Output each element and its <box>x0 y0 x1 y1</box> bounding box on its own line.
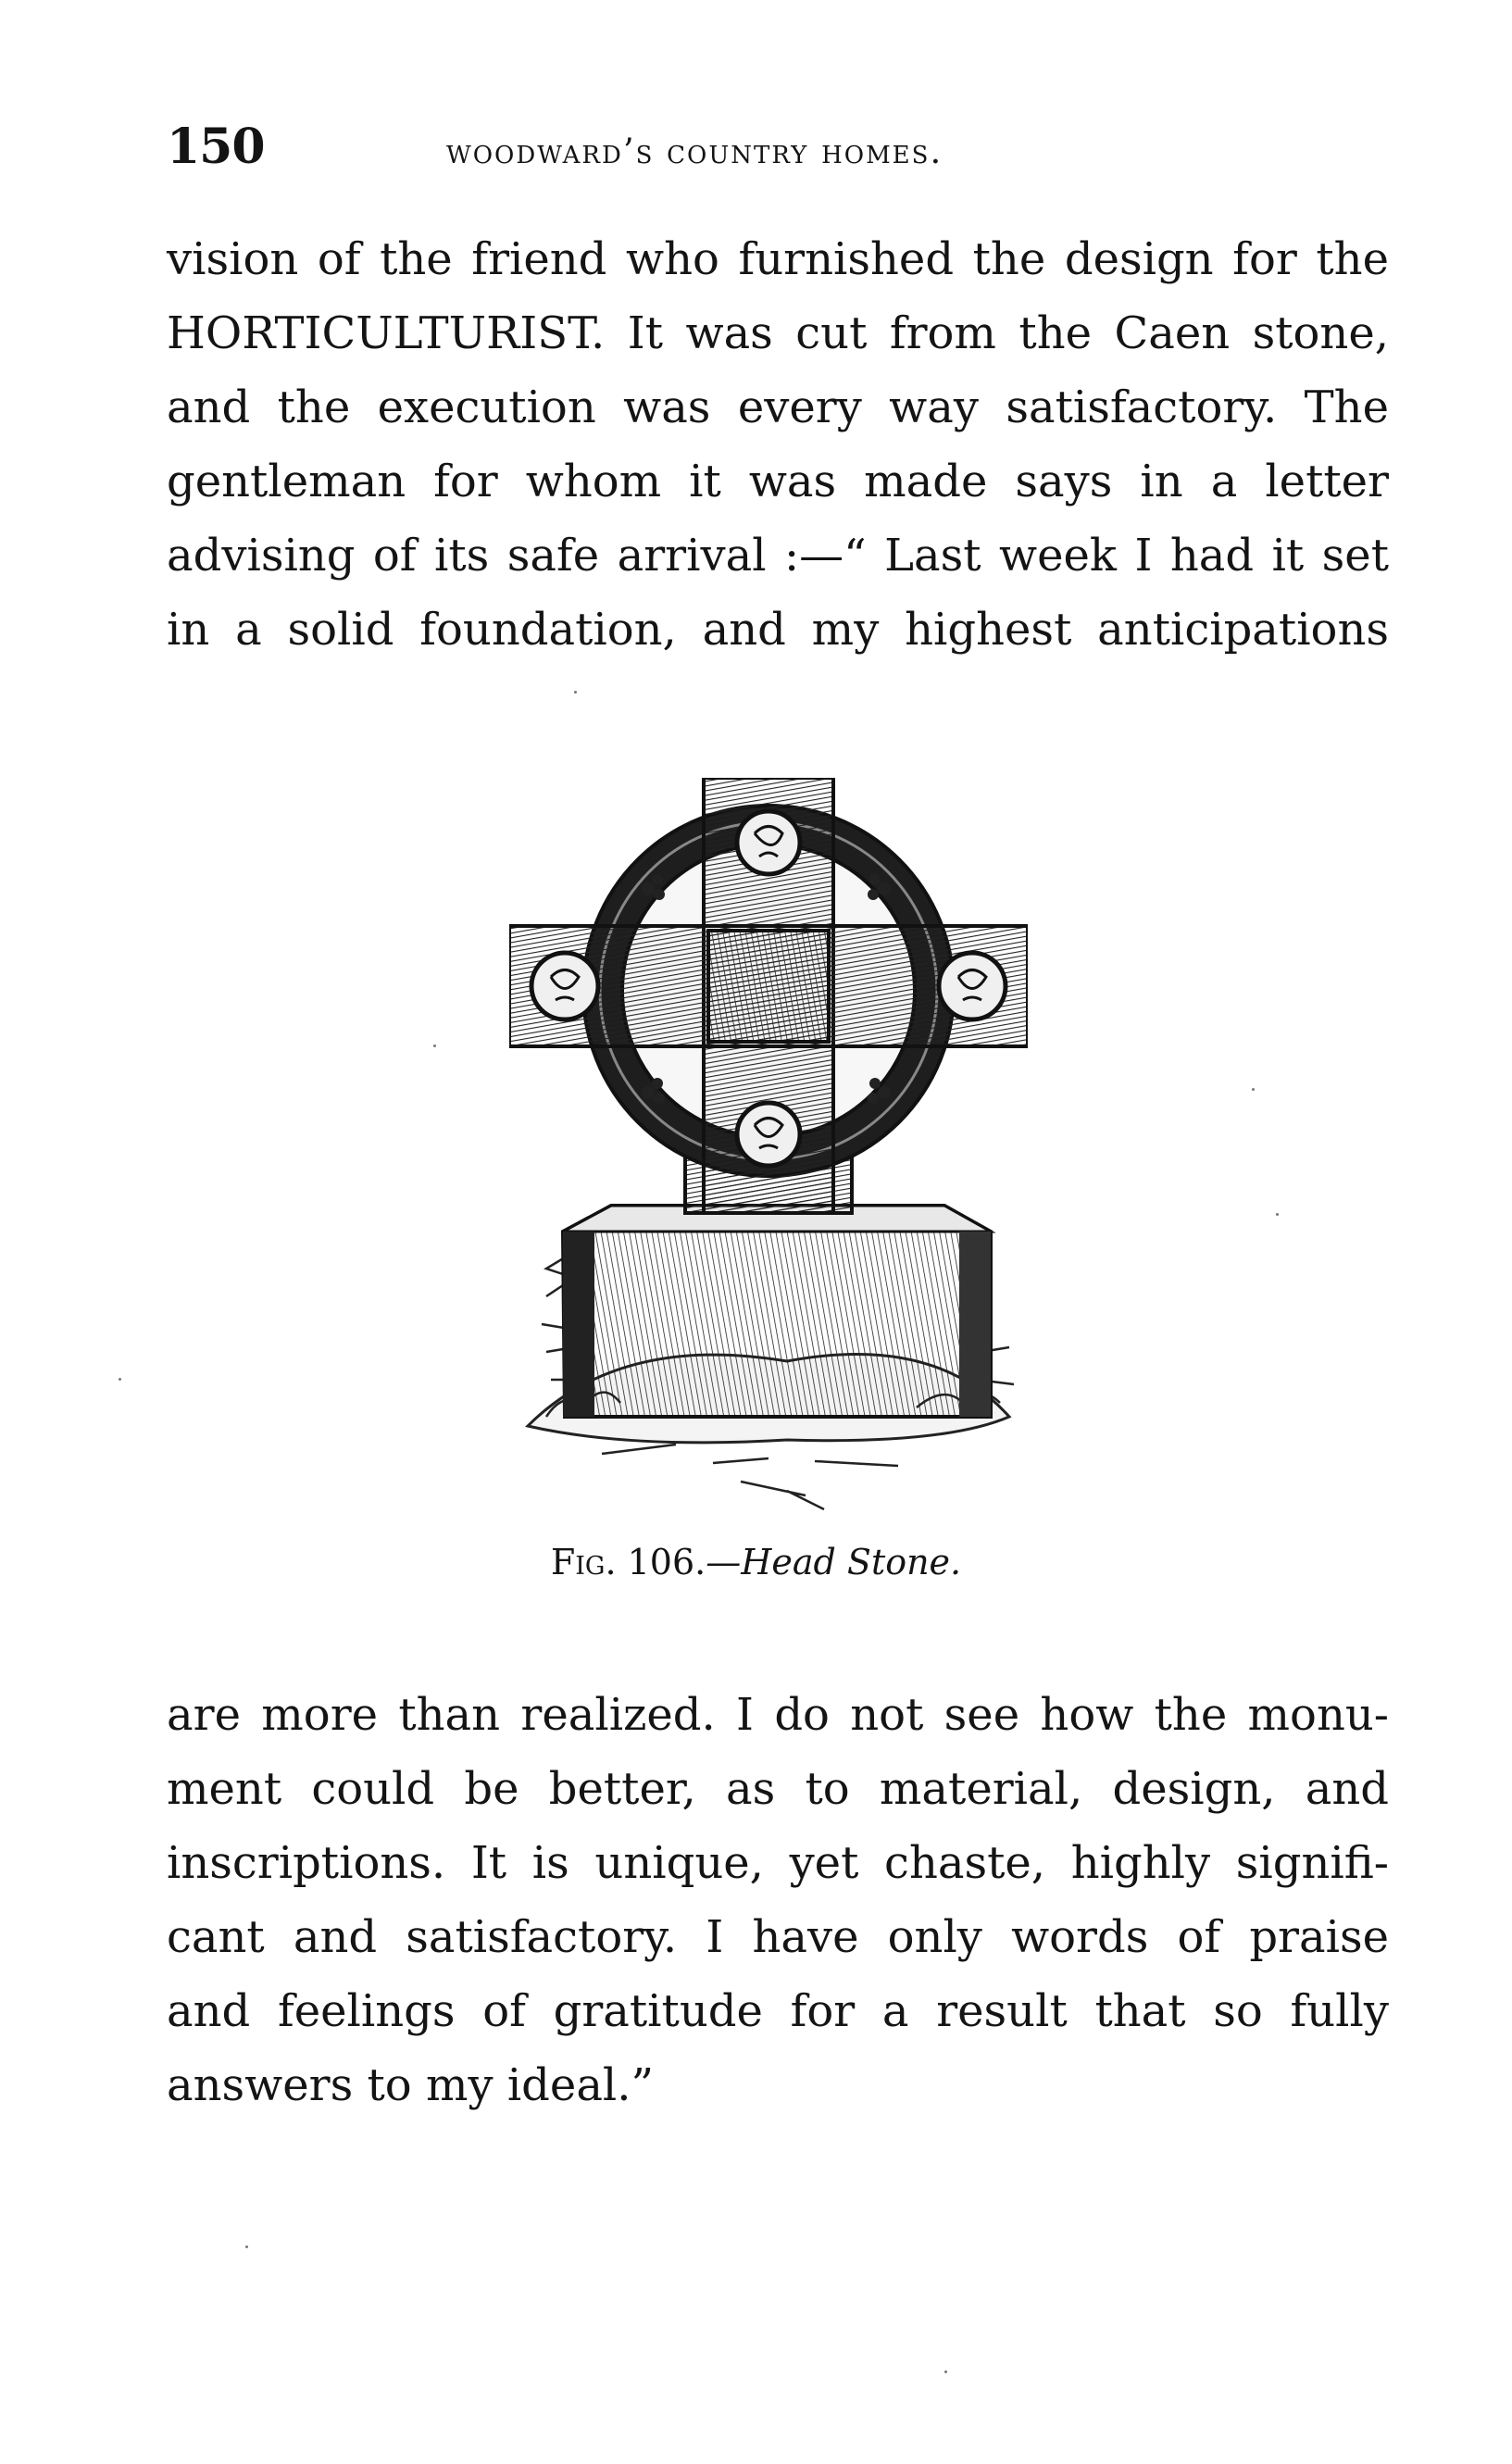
scan-speck <box>245 2245 248 2248</box>
paragraph-top <box>167 222 1389 667</box>
scan-speck <box>119 1378 121 1381</box>
scan-speck <box>433 1044 436 1047</box>
publication-name: HORTICULTURIST. <box>167 307 606 359</box>
text-line: cant and satisfactory. I have only words of praise <box>167 1911 1389 1963</box>
text-line: vision of the friend who furnished the design for the <box>167 233 1389 285</box>
head-stone-illustration <box>509 778 1028 1537</box>
text-fragment: It was cut from the Caen stone, <box>627 307 1389 359</box>
text-line: and the execution was every way satisfactory. The <box>167 381 1389 433</box>
scan-speck <box>944 2370 947 2373</box>
text-line: gentleman for whom it was made says in a letter <box>167 456 1389 507</box>
figure-caption <box>0 1542 1512 1582</box>
text-line: in a solid foundation, and my highest anticipations <box>167 604 1389 656</box>
figure-label: Fig. 106. <box>550 1542 706 1582</box>
text-line: ment could be better, as to material, design, and <box>167 1763 1389 1815</box>
page-number: 150 <box>167 119 265 175</box>
figure-title: —Head Stone. <box>706 1542 962 1582</box>
text-line: answers to my ideal.” <box>167 2059 655 2111</box>
scan-speck <box>574 691 577 694</box>
text-line <box>167 296 1389 370</box>
scan-speck <box>1276 1213 1279 1216</box>
text-line: inscriptions. It is unique, yet chaste, highly signifi- <box>167 1837 1389 1889</box>
running-title: woodward’s country homes. <box>446 131 943 171</box>
text-line: are more than realized. I do not see how the monu- <box>167 1689 1389 1741</box>
paragraph-bottom <box>167 1678 1389 2122</box>
text-line: advising of its safe arrival :—“ Last week I had it set <box>167 530 1389 582</box>
running-head <box>167 119 1389 174</box>
text-line: and feelings of gratitude for a result that so fully <box>167 1985 1389 2037</box>
scan-speck <box>1252 1088 1255 1091</box>
